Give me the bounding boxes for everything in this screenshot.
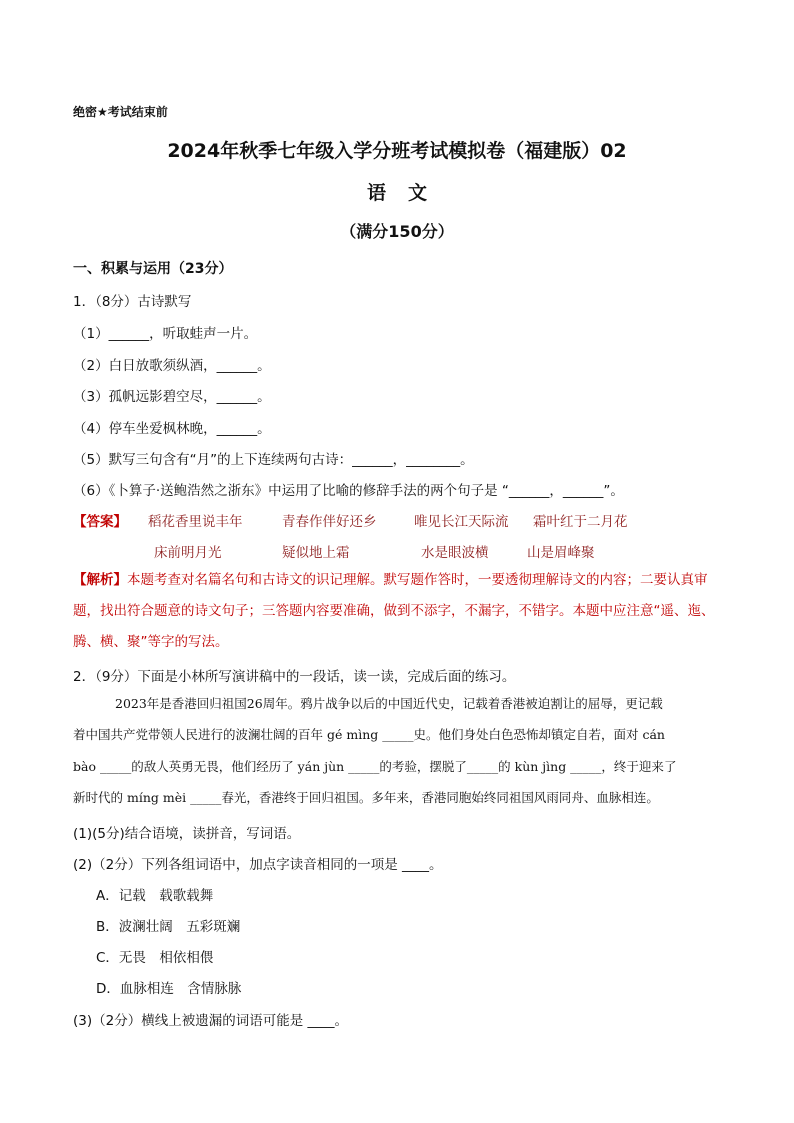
analysis-block — [73, 565, 723, 658]
passage-line-1: 2023年是香港回归祖国26周年。鸦片战争以后的中国近代史，记载着香港被迫割让的屈辱，更记载 — [115, 696, 663, 711]
subquestion-1: (1)(5分)结合语境，读拼音，写词语。 — [73, 826, 301, 842]
q1-item-5 — [73, 448, 474, 468]
option-c[interactable]: C．无畏 相依相偎 — [96, 950, 214, 966]
q1-item-6 — [73, 479, 624, 499]
answer-4: 霜叶红于二月花 — [533, 514, 628, 530]
question-1-stem: 1．（8分）古诗默写 — [73, 294, 192, 310]
answer-blank[interactable]: ______ — [216, 421, 258, 437]
passage-line-3: bào _____的敌人英勇无畏，他们经历了 yán jùn _____的考验，摆脱了_____的 kùn jìng _____，终于迎来了 — [73, 759, 677, 774]
answer-blank[interactable]: ______ — [508, 483, 550, 499]
answer-3: 唯见长江天际流 — [414, 514, 509, 530]
confidential-label: 绝密★考试结束前 — [73, 105, 168, 119]
item-text: （4）停车坐爱枫林晚， — [73, 421, 217, 437]
item-text: ， — [549, 483, 563, 499]
analysis-label: 【解析】 — [73, 572, 127, 588]
item-text: 。 — [460, 452, 474, 468]
answer-8: 山是眉峰聚 — [527, 545, 595, 561]
q1-item-4 — [73, 417, 271, 437]
item-text: 。 — [257, 358, 271, 374]
option-a[interactable]: A．记载 载歌载舞 — [96, 888, 214, 904]
answer-1: 稻花香里说丰年 — [148, 514, 243, 530]
answer-blank[interactable]: ______ — [108, 326, 150, 342]
item-text: ”。 — [603, 483, 624, 499]
question-2-stem: 2．（9分）下面是小林所写演讲稿中的一段话，读一读，完成后面的练习。 — [73, 669, 516, 685]
option-d[interactable]: D．血脉相连 含情脉脉 — [96, 981, 242, 997]
exam-title: 2024年秋季七年级入学分班考试模拟卷（福建版）02 — [167, 140, 627, 162]
q1-item-1 — [73, 322, 257, 342]
item-text: （5）默写三句含有“月”的上下连续两句古诗： — [73, 452, 353, 468]
answer-7: 水是眼波横 — [421, 545, 489, 561]
answer-6: 疑似地上霜 — [282, 545, 350, 561]
item-text: ， — [392, 452, 407, 468]
item-text: 。 — [257, 421, 271, 437]
answer-label: 【答案】 — [73, 514, 127, 530]
item-text: （3）孤帆远影碧空尽， — [73, 389, 217, 405]
subquestion-2: (2)（2分）下列各组词语中，加点字读音相同的一项是 ____。 — [73, 857, 443, 873]
answer-5: 床前明月光 — [154, 545, 222, 561]
item-text: （2）白日放歌须纵酒， — [73, 358, 217, 374]
answer-blank[interactable]: ______ — [216, 389, 258, 405]
subquestion-3: (3)（2分）横线上被遗漏的词语可能是 ____。 — [73, 1013, 349, 1029]
item-text: （1） — [73, 326, 109, 342]
option-b[interactable]: B．波澜壮阔 五彩斑斓 — [96, 919, 241, 935]
subject-title: 语文 — [366, 182, 449, 204]
passage-line-4: 新时代的 míng mèi _____春光，香港终于回归祖国。多年来，香港同胞始终同祖国风雨同舟、血脉相连。 — [73, 790, 659, 805]
q1-item-2 — [73, 354, 271, 374]
passage-line-2: 着中国共产党带领人民进行的波澜壮阔的百年 gé mìng _____史。他们身处白色恐怖却镇定自若，面对 cán — [73, 727, 665, 742]
answer-blank[interactable]: ________ — [406, 452, 461, 468]
answer-blank[interactable]: ______ — [216, 358, 258, 374]
item-text: ，听取蛙声一片。 — [149, 326, 258, 342]
section-heading: 一、积累与运用（23分） — [73, 261, 233, 277]
answer-blank[interactable]: ______ — [352, 452, 393, 468]
analysis-text: 本题考查对名篇名句和古诗文的识记理解。默写题作答时，一要透彻理解诗文的内容；二要认真审题，找出符合题意的诗文句子；三答题内容要准确，做到不添字，不漏字，不错字。本题中应注意“遥、迤、腾、横、聚”等字的写法。 — [73, 572, 715, 650]
answer-blank[interactable]: ______ — [562, 483, 604, 499]
item-text: （6）《卜算子·送鲍浩然之浙东》中运用了比喻的修辞手法的两个句子是 “ — [73, 483, 509, 499]
full-score: （满分150分） — [340, 222, 454, 241]
item-text: 。 — [257, 389, 271, 405]
q1-item-3 — [73, 385, 271, 405]
answer-2: 青春作伴好还乡 — [282, 514, 377, 530]
